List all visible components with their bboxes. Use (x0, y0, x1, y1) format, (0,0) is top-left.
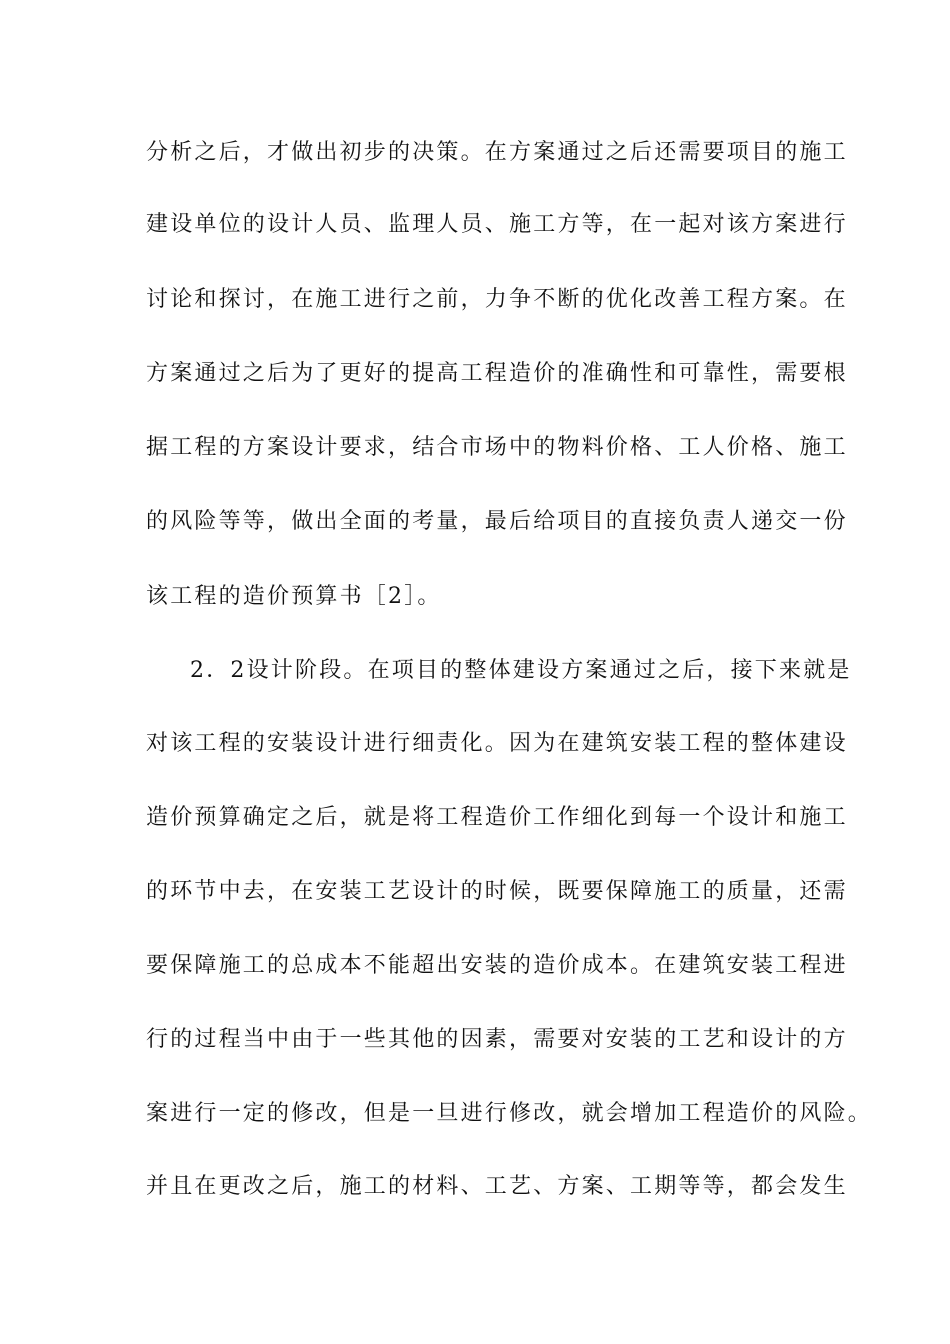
text-line-1: 分析之后，才做出初步的决策。在方案通过之后还需要项目的施工 (146, 140, 848, 165)
text-line-3: 讨论和探讨，在施工进行之前，力争不断的优化改善工程方案。在 (146, 287, 848, 312)
text-line-14: 案进行一定的修改，但是一旦进行修改，就会增加工程造价的风险。 (146, 1101, 873, 1126)
text-line-11: 的环节中去，在安装工艺设计的时候，既要保障施工的质量，还需 (146, 879, 848, 904)
text-line-4: 方案通过之后为了更好的提高工程造价的准确性和可靠性，需要根 (146, 361, 848, 386)
text-line-6: 的风险等等，做出全面的考量，最后给项目的直接负责人递交一份 (146, 509, 848, 534)
section-heading-line: 2．2设计阶段。在项目的整体建设方案通过之后，接下来就是 (190, 658, 852, 683)
text-line-12: 要保障施工的总成本不能超出安装的造价成本。在建筑安装工程进 (146, 953, 848, 978)
text-line-5: 据工程的方案设计要求，结合市场中的物料价格、工人价格、施工 (146, 435, 848, 460)
text-line-15: 并且在更改之后，施工的材料、工艺、方案、工期等等，都会发生 (146, 1174, 848, 1199)
text-line-13: 行的过程当中由于一些其他的因素，需要对安装的工艺和设计的方 (146, 1027, 848, 1052)
text-line-7: 该工程的造价预算书［2］。 (146, 584, 442, 609)
text-line-10: 造价预算确定之后，就是将工程造价工作细化到每一个设计和施工 (146, 805, 848, 830)
text-line-2: 建设单位的设计人员、监理人员、施工方等，在一起对该方案进行 (146, 212, 848, 237)
text-line-9: 对该工程的安装设计进行细责化。因为在建筑安装工程的整体建设 (146, 731, 848, 756)
